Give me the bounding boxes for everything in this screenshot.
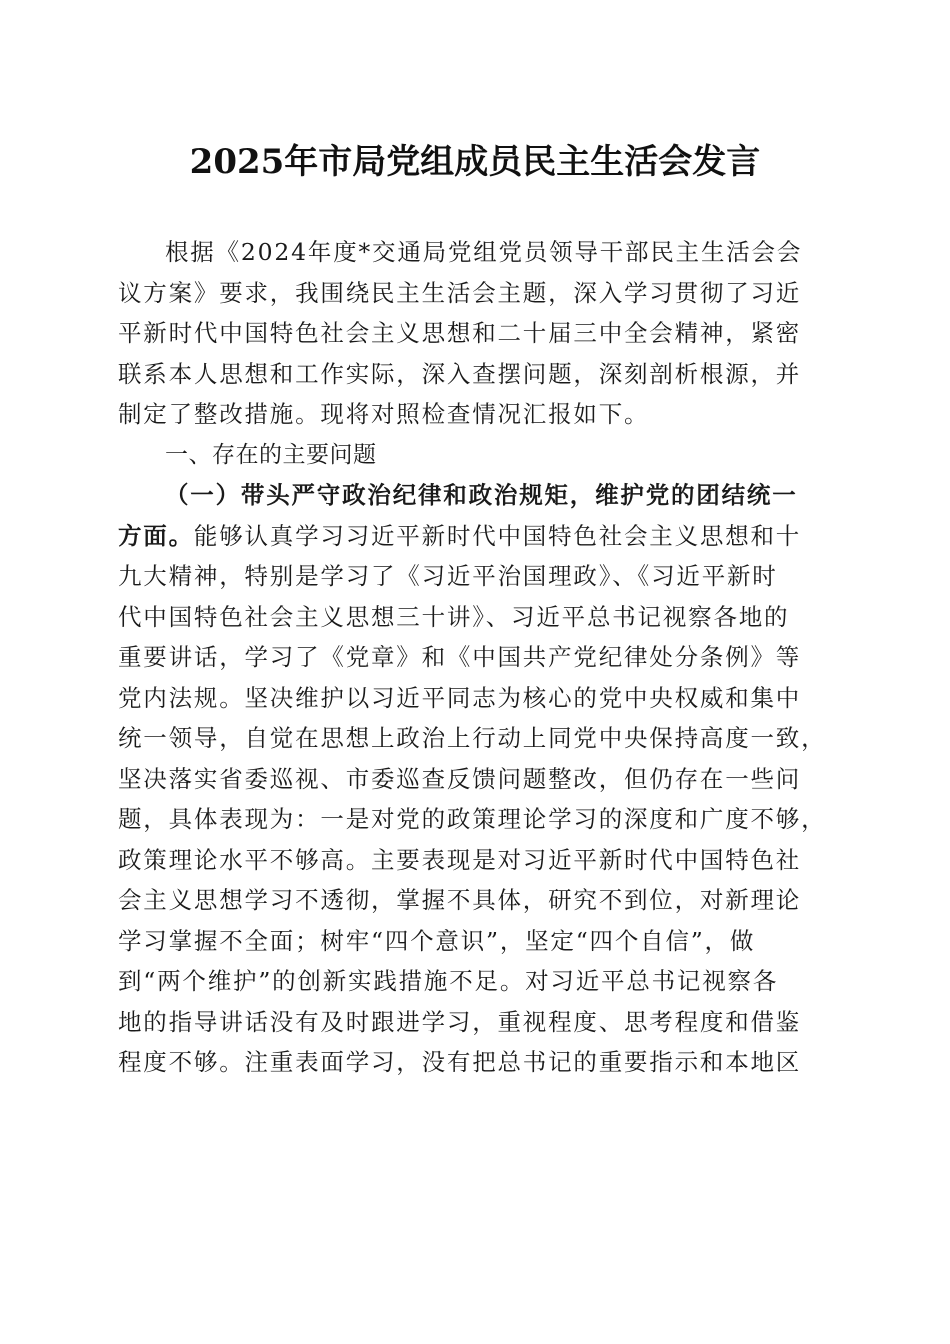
paragraph-line: 地的指导讲话没有及时跟进学习，重视程度、思考程度和借鉴 bbox=[118, 1007, 802, 1036]
section-heading: 一、存在的主要问题 bbox=[165, 441, 377, 468]
document-body bbox=[118, 232, 832, 1083]
intro-line: 平新时代中国特色社会主义思想和二十届三中全会精神，紧密 bbox=[118, 319, 802, 347]
paragraph-line: 代中国特色社会主义思想三十讲》、习近平总书记视察各地的 bbox=[118, 602, 790, 631]
paragraph-line: 会主义思想学习不透彻，掌握不具体，研究不到位，对新理论 bbox=[118, 886, 802, 914]
paragraph-line: 九大精神，特别是学习了《习近平治国理政》、《习近平新时 bbox=[118, 562, 778, 590]
intro-line: 制定了整改措施。现将对照检查情况汇报如下。 bbox=[118, 400, 650, 428]
paragraph-line: 坚决落实省委巡视、市委巡查反馈问题整改，但仍存在一些问 bbox=[118, 764, 802, 793]
paragraph-line bbox=[118, 516, 832, 557]
paragraph-text: 能够认真学习习近平新时代中国特色社会主义思想和十 bbox=[193, 521, 802, 550]
paragraph-line: 程度不够。注重表面学习，没有把总书记的重要指示和本地区 bbox=[118, 1048, 802, 1076]
paragraph-line: 重要讲话，学习了《党章》和《中国共产党纪律处分条例》等 bbox=[118, 643, 802, 671]
intro-line: 议方案》要求，我围绕民主生活会主题，深入学习贯彻了习近 bbox=[118, 278, 802, 307]
paragraph-line: 到“两个维护”的创新实践措施不足。对习近平总书记视察各 bbox=[118, 967, 779, 995]
paragraph-line: 学习掌握不全面；树牢“四个意识”，坚定“四个自信”，做 bbox=[118, 926, 756, 955]
subsection-heading: （一）带头严守政治纪律和政治规矩，维护党的团结统一 bbox=[165, 481, 798, 509]
intro-line: 联系本人思想和工作实际，深入查摆问题，深刻剖析根源，并 bbox=[118, 359, 802, 388]
paragraph-line: 党内法规。坚决维护以习近平同志为核心的党中央权威和集中 bbox=[118, 683, 802, 712]
document-title: 2025年市局党组成员民主生活会发言 bbox=[189, 142, 761, 182]
subsection-heading-end: 方面。 bbox=[118, 521, 194, 550]
paragraph-line: 题，具体表现为：一是对党的政策理论学习的深度和广度不够， bbox=[118, 805, 827, 833]
paragraph-line: 政策理论水平不够高。主要表现是对习近平新时代中国特色社 bbox=[118, 845, 802, 874]
intro-line: 根据《2024年度*交通局党组党员领导干部民主生活会会 bbox=[165, 238, 803, 266]
paragraph-line: 统一领导，自觉在思想上政治上行动上同党中央保持高度一致， bbox=[118, 724, 827, 752]
